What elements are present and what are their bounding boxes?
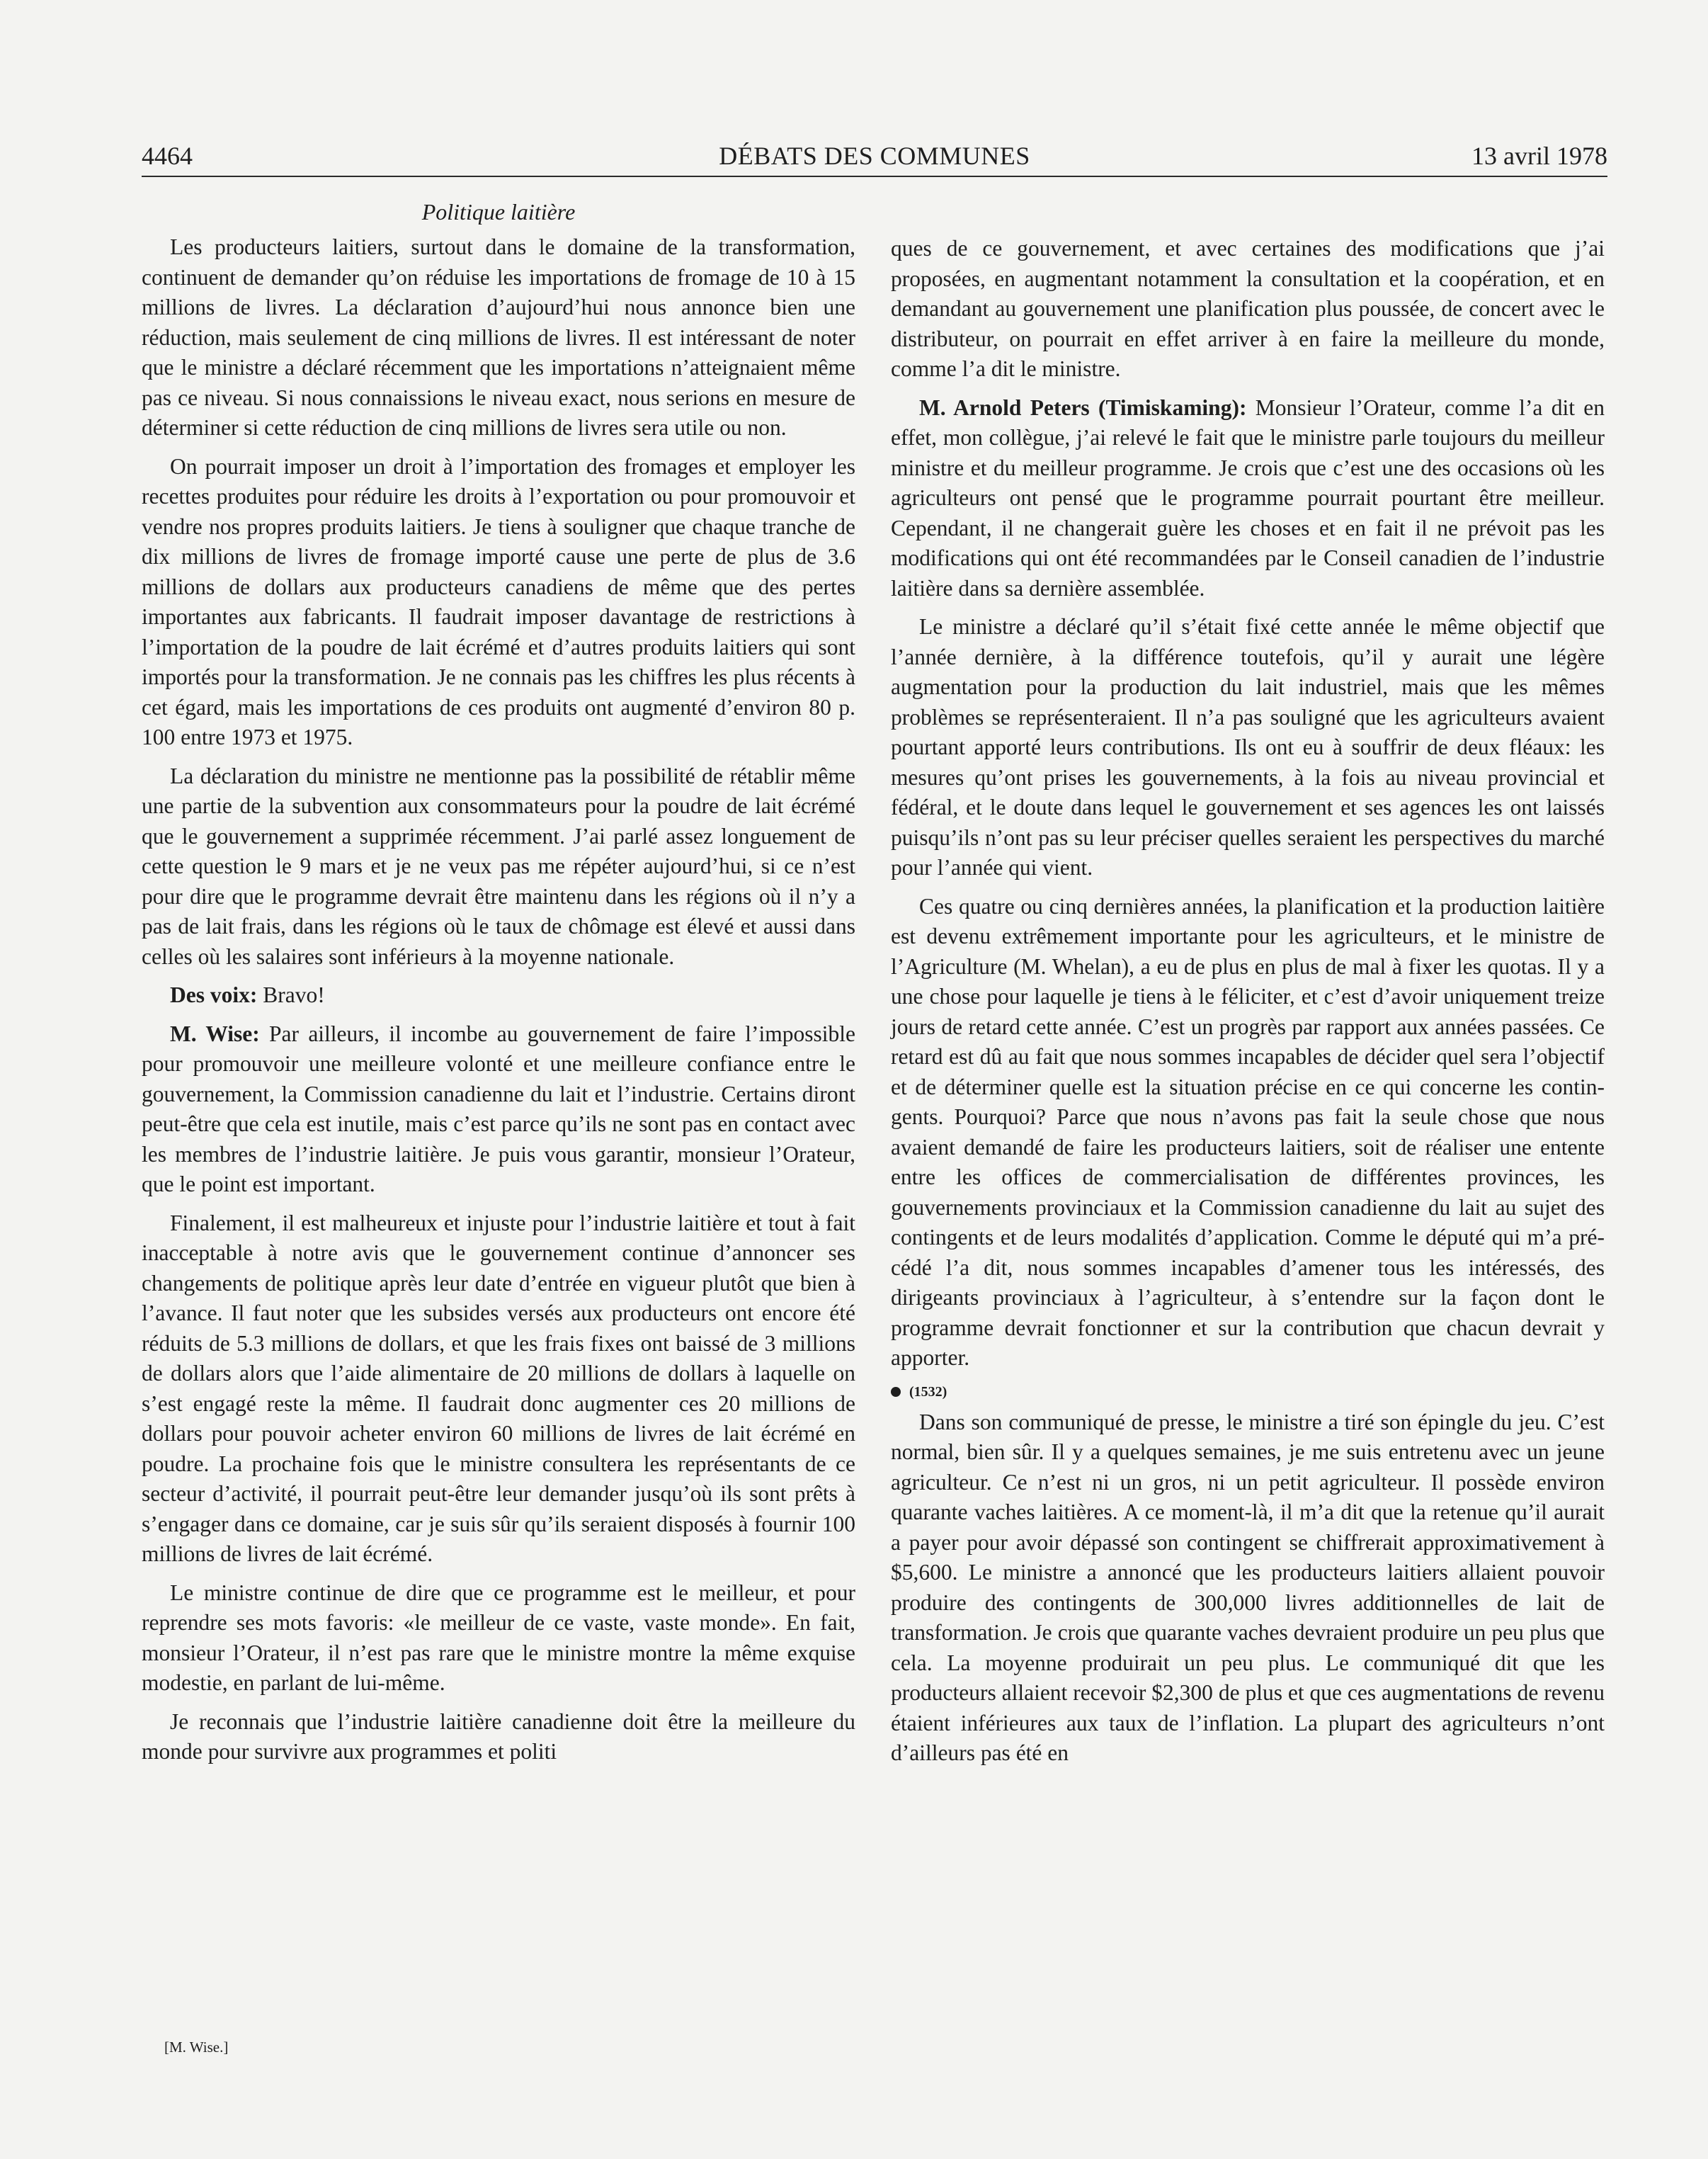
- left-column: [142, 196, 855, 1776]
- speech-text: Par ailleurs, il incombe au gouvernement de faire l’impossible pour promouvoir une meilleure volonté et une meilleure confiance entre le gouvernement, la Commission canadienne du lait et l’industrie. Certains diront peut-être que cela est inutile, mais c’est parce qu’ils ne sont pas en contact avec les membres de l’industrie laitière. Je puis vous garantir, monsieur l’Orateur, que le point est important.: [142, 1021, 856, 1196]
- speech-text: Bravo!: [257, 982, 325, 1007]
- paragraph: ques de ce gouvernement, et avec certaines des modifications que j’ai proposées, en augmentant notamment la consultation et la coopération, et en demandant au gouvernement une planification plus poussée, de concert avec le distributeur, on pourrait en effet arriver à en faire la meilleure du monde, comme l’a dit le ministre.: [891, 236, 1605, 381]
- section-title: Politique laitière: [421, 199, 576, 225]
- paragraph: Le ministre a déclaré qu’il s’était fixé cette année le même objectif que l’année dernière, à la différence toutefois, qu’il y aurait une légère augmentation pour la production du lait industriel, mais que les mêmes problèmes se représenteraient. Il n’a pas souligné que les agriculteurs avaient pourtant apporté leurs contributions. Ils ont eu à souffrir de deux fléaux: les mesures qu’ont prises les gouvernements, à la fois au niveau provincial et fédéral, et le doute dans lequel le gouvernement et ses agences les ont laissés puisqu’ils n’ont pas su leur préciser quelles seraient les perspectives du marché pour l’année qui vient.: [891, 614, 1605, 880]
- paragraph: Ces quatre ou cinq dernières années, la planification et la production laitière est devenu extrêmement importante pour les agriculteurs, et le ministre de l’Agriculture (M. Whelan), a eu de plus en plus de mal à fixer les quotas. Il y a une chose pour laquelle je tiens à le féliciter, et c’est d’avoir uniquement treize jours de retard cette année. C’est un progrès par rapport aux années passées. Ce retard est dû au fait que nous sommes incapables de décider quel sera l’objectif et de déterminer quelle est la situation précise en ce qui concerne les contingents. Pourquoi? Parce que nous n’avons pas fait la seule chose que nous avaient demandé de faire les producteurs laitiers, soit de réaliser une entente entre les offices de commercialisation de différentes provinces, les gouvernements provinciaux et la Commission canadienne du lait au sujet des contingents et de leurs modalités d’application. Comme le député qui m’a précédé l’a dit, nous sommes incapables d’amener tous les intéressés, des dirigeants provinciaux à l’agriculteur, à s’entendre sur la façon dont le programme devrait fonctionner et sur la contribution que chacun devrait y apporter.: [891, 893, 1605, 1370]
- speech-text: Monsieur l’Orateur, comme l’a dit en effet, mon collègue, j’ai relevé le fait que le ministre parle toujours du meilleur ministre et du meilleur programme. Je crois que c’est une des occasions où les agriculteurs ont pensé que le programme pourrait pourtant être meilleur. Cependant, il ne changerait guère les choses et en fait il ne prévoit pas les modifications qui ont été recommandées par le Conseil canadien de l’industrie laitière dans sa dernière assemblée.: [891, 395, 1605, 601]
- speaker-name: M. Arnold Peters (Timiskaming):: [919, 395, 1247, 420]
- paragraph: [891, 393, 1605, 604]
- paragraph: [142, 980, 855, 1011]
- timestamp-text: (1532): [909, 1383, 947, 1400]
- paragraph: On pourrait imposer un droit à l’importation des fromages et employer les recettes produites pour réduire les droits à l’exportation ou pour promouvoir et vendre nos propres produits laitiers. Je tiens à souligner que chaque tranche de dix millions de livres de fromage importé cause une perte de plus de 3.6 millions de dollars aux producteurs canadiens de même que des pertes importantes aux fabricants. Il faudrait imposer davantage de restrictions à l’importation de la poudre de lait écrémé et d’autres produits laitiers qui sont importés pour la transformation. Je ne connais pas les chiffres les plus récents à cet égard, mais les importations de ces produits ont augmenté d’environ 80 p. 100 entre 1973 et 1975.: [142, 453, 855, 749]
- page-number: 4464: [142, 142, 193, 170]
- speaker-name: Des voix:: [170, 982, 258, 1007]
- header-rule: [142, 176, 1607, 177]
- paragraph: [142, 1019, 855, 1200]
- right-column: [891, 234, 1605, 1777]
- paragraph: Le ministre continue de dire que ce programme est le meilleur, et pour reprendre ses mots favoris: «le meilleur de ce vaste, vaste monde». En fait, monsieur l’Orateur, il n’est pas rare que le ministre montre la même exquise modestie, en parlant de lui-même.: [142, 1580, 855, 1695]
- paragraph: Finalement, il est malheureux et injuste pour l’industrie laitière et tout à fait inacceptable à notre avis que le gouvernement continue d’annoncer ses changements de politique après leur date d’entrée en vigueur plutôt que bien à l’avance. Il faut noter que les subsides versés aux producteurs ont encore été réduits de 5.3 millions de dollars, et que les frais fixes ont baissé de 3 millions de dollars alors que l’aide alimentaire de 20 millions de dollars à laquelle on s’est engagé reste la même. Il faudrait donc augmenter ces 20 millions de dollars pour pouvoir acheter environ 60 millions de livres de lait écrémé en poudre. La prochaine fois que le ministre consultera les représentants de ce secteur d’activité, il pourrait peut-être leur demander jusqu’où ils sont prêts à s’engager dans ce domaine, car je suis sûr qu’ils seraient disposés à fournir 100 millions de livres de lait écrémé.: [142, 1210, 855, 1566]
- speaker-note: [M. Wise.]: [164, 2039, 229, 2056]
- journal-title: DÉBATS DES COMMUNES: [719, 142, 1030, 170]
- speaker-name: M. Wise:: [170, 1021, 260, 1046]
- timestamp: [891, 1382, 1605, 1402]
- issue-date: 13 avril 1978: [1471, 142, 1607, 170]
- paragraph: La déclaration du ministre ne mentionne pas la possibilité de rétablir même une partie de la subvention aux consommateurs pour la poudre de lait écrémé que le gouvernement a supprimée récemment. J’ai parlé assez longuement de cette question le 9 mars et je ne veux pas me répéter aujourd’hui, si ce n’est pour dire que le programme devrait être maintenu dans les régions où il n’y a pas de lait frais, dans les régions où le taux de chômage est élevé et aussi dans celles où les salaires sont inférieurs à la moyenne nationale.: [142, 763, 855, 969]
- paragraph: Dans son communiqué de presse, le ministre a tiré son épingle du jeu. C’est normal, bien sûr. Il y a quelques semaines, je me suis entretenu avec un jeune agriculteur. Ce n’est ni un gros, ni un petit agriculteur. Il possède environ quarante vaches laitières. A ce moment-là, il m’a dit que la retenue qu’il aurait a payer pour avoir dépassé son contingent se chiffrerait approximativement à $5,600. Le ministre a annoncé que les producteurs laitiers allaient pouvoir produire des contingents de 300,000 livres additionnelles de lait de transformation. Je crois que quarante vaches devraient produire un peu plus que cela. La moyenne produirait un peu plus. Le communiqué dit que les producteurs allaient recevoir $2,300 de plus et que ces augmentations de revenu étaient inférieures aux taux de l’inflation. La plupart des agriculteurs n’ont d’ailleurs pas été en: [891, 1409, 1605, 1765]
- paragraph: Je reconnais que l’industrie laitière canadienne doit être la meilleure du monde pour survivre aux programmes et politi: [142, 1708, 855, 1764]
- paragraph: Les producteurs laitiers, surtout dans le domaine de la transformation, continuent de demander qu’on réduise les importations de fromage de 10 à 15 millions de livres. La déclaration d’aujourd’hui nous annonce bien une réduction, mais seulement de cinq millions de livres. Il est intéressant de noter que le ministre a déclaré récemment que les importations n’atteignaient même pas ce niveau. Si nous connaissions le niveau exact, nous serions en mesure de déterminer si cette réduction de cinq millions de livres sera utile ou non.: [142, 234, 855, 440]
- page-header: [142, 139, 1607, 173]
- bullet-icon: [891, 1387, 901, 1397]
